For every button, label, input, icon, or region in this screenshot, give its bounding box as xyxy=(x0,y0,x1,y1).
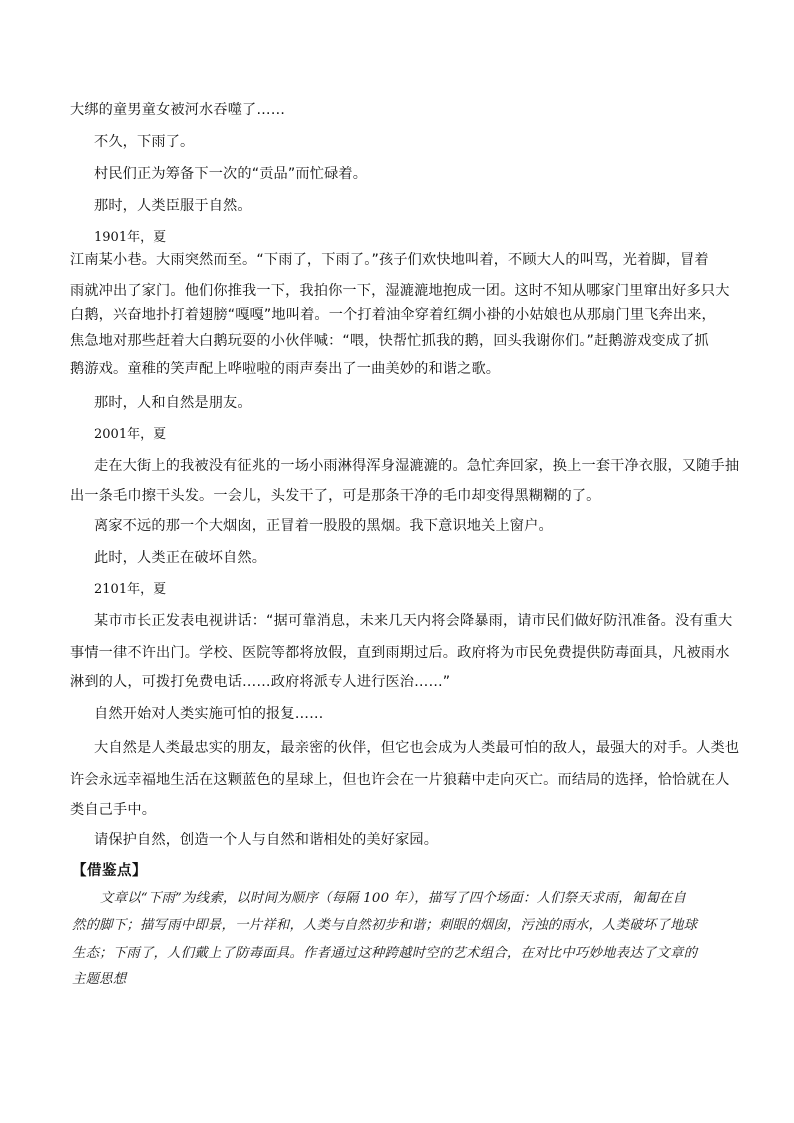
appreciation-line: 文章以“下雨”为线索，以时间为顺序（每隔 100 年），描写了四个场面：人们祭天求雨，匍匐在自 xyxy=(100,891,687,906)
paragraph-2101-line: 事情一律不许出门。学校、医院等都将放假，直到雨期过后。政府将为市民免费提供防毒面具，凡被雨水 xyxy=(70,645,730,661)
paragraph-now-destroy: 此时，人类正在破坏自然。 xyxy=(94,550,267,566)
paragraph-1901-line: 江南某小巷。大雨突然而至。“下雨了，下雨了。”孩子们欢快地叫着，不顾大人的叫骂，光着脚，冒着 xyxy=(70,252,709,268)
paragraph-2101-line: 某市市长正发表电视讲话：“据可靠消息，未来几天内将会降暴雨，请市民们做好防汛准备。没有重大 xyxy=(94,613,733,629)
paragraph-nature-line: 许会永远幸福地生活在这颗蓝色的星球上，但也许会在一片狼藉中走向灭亡。而结局的选择，恰恰就在人 xyxy=(70,772,730,788)
paragraph-nature-line: 类自己手中。 xyxy=(70,802,157,818)
appreciation-line: 生态；下雨了，人们戴上了防毒面具。作者通过这种跨越时空的艺术组合，在对比中巧妙地表达了文章的 xyxy=(72,946,698,961)
paragraph-1901-line: 鹅游戏。童稚的笑声配上哗啦啦的雨声奏出了一曲美妙的和谐之歌。 xyxy=(70,361,501,377)
paragraph-1901-line: 白鹅，兴奋地扑打着翅膀“嘎嘎”地叫着。一个打着油伞穿着红绸小褂的小姑娘也从那扇门里飞奔出来， xyxy=(70,307,716,323)
paragraph-chimney: 离家不远的那一个大烟囱，正冒着一股股的黑烟。我下意识地关上窗户。 xyxy=(94,518,553,534)
paragraph-then-submit: 那时，人类臣服于自然。 xyxy=(94,198,252,214)
paragraph-then-friends: 那时，人和自然是朋友。 xyxy=(94,395,252,411)
appreciation-line: 然的脚下；描写雨中即景，一片祥和，人类与自然初步和谐；刺眼的烟囱，污浊的雨水，人类破坏了地球 xyxy=(72,918,698,933)
appreciation-line: 主题思想 xyxy=(72,972,127,987)
paragraph-1901-line: 焦急地对那些赶着大白鹅玩耍的小伙伴喊：“喂，快帮忙抓我的鹅，回头我谢你们。”赶鹅游戏变成了抓 xyxy=(70,333,709,349)
paragraph-nature-line: 大自然是人类最忠实的朋友，最亲密的伙伴，但它也会成为人类最可怕的敌人，最强大的对手。人类也 xyxy=(94,740,740,756)
appreciation-heading: 【借鉴点】 xyxy=(72,863,147,879)
year-heading-2001: 2001年，夏 xyxy=(94,427,167,442)
year-heading-1901: 1901年，夏 xyxy=(94,230,167,245)
paragraph-2001-line: 出一条毛巾擦干头发。一会儿，头发干了，可是那条干净的毛巾却变得黑糊糊的了。 xyxy=(70,488,601,504)
paragraph-protect: 请保护自然，创造一个人与自然和谐相处的美好家园。 xyxy=(94,832,439,848)
paragraph-intro-tail: 大绑的童男童女被河水吞噬了…… xyxy=(70,102,286,118)
paragraph-2101-line: 淋到的人，可拨打免费电话……政府将派专人进行医治……” xyxy=(70,674,451,690)
paragraph-tribute: 村民们正为筹备下一次的“贡品”而忙碌着。 xyxy=(94,166,368,182)
year-heading-2101: 2101年，夏 xyxy=(94,582,167,597)
paragraph-1901-line: 雨就冲出了家门。他们你推我一下，我拍你一下，湿漉漉地抱成一团。这时不知从哪家门里窜出好多只大 xyxy=(70,283,730,299)
paragraph-2001-line: 走在大街上的我被没有征兆的一场小雨淋得浑身湿漉漉的。急忙奔回家，换上一套干净衣服，又随手抽 xyxy=(94,458,740,474)
paragraph-revenge: 自然开始对人类实施可怕的报复…… xyxy=(94,706,324,722)
paragraph-rain-came: 不久，下雨了。 xyxy=(94,134,195,150)
